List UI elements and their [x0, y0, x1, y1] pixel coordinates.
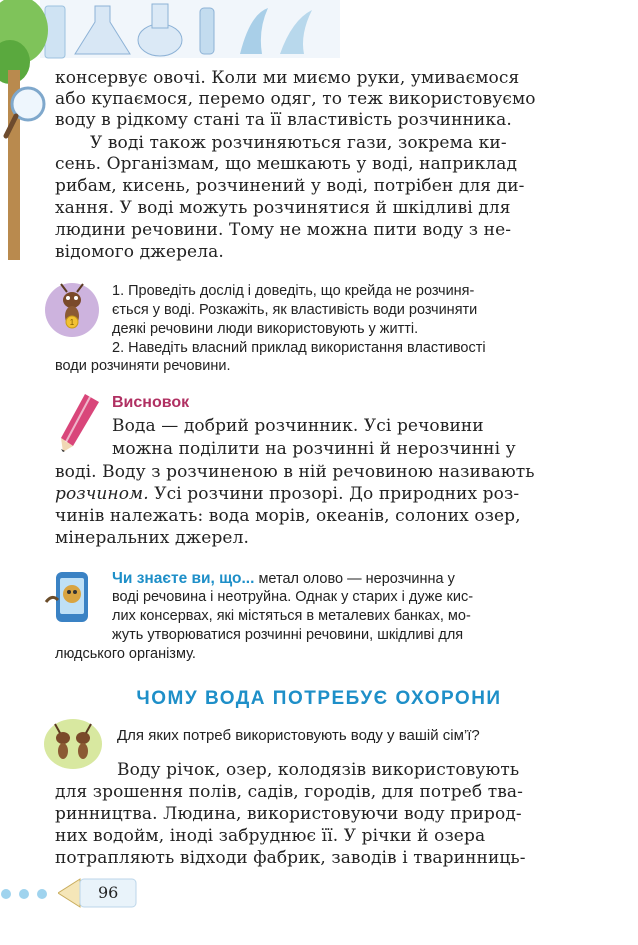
body-text-line: людини речовини. Тому не можна пити воду з не- — [55, 220, 512, 240]
conclusion-text-line: мінеральних джерел. — [55, 528, 249, 548]
body-text-line: рибам, кисень, розчинений у воді, потрібен для ди- — [55, 176, 525, 196]
fact-text-continued: метал олово — нерозчинна у — [254, 571, 455, 587]
conclusion-heading: Висновок — [112, 394, 190, 411]
fact-text-line: лих консервах, які містяться в металевих банках, мо- — [112, 608, 471, 624]
task-text-line: 1. Проведіть дослід і доведіть, що крейда не розчиня- — [112, 283, 475, 299]
body-text-line: ринництва. Людина, використовуючи воду природ- — [55, 804, 522, 824]
body-text-line: хання. У воді можуть розчинятися й шкідливі для — [55, 198, 511, 218]
pencil-icon — [55, 392, 103, 454]
fact-text-line: людського організму. — [55, 646, 196, 662]
body-text-line: Воду річок, озер, колодязів використовують — [117, 760, 520, 780]
body-text-line: або купаємося, перемо одяг, то теж використовуємо — [55, 89, 536, 109]
task-text-line: ється у воді. Розкажіть, як властивість води розчиняти — [112, 302, 478, 318]
ant-medal-icon — [43, 282, 101, 338]
page-dots-decoration — [0, 886, 60, 902]
page-number: 96 — [98, 883, 119, 902]
body-text-line: сень. Організмам, що мешкають у воді, наприклад — [55, 154, 518, 174]
snail-phone-icon — [42, 568, 100, 626]
section-title: ЧОМУ ВОДА ПОТРЕБУЄ ОХОРОНИ — [136, 688, 502, 709]
task-text-line: деякі речовини люди використовують у житті. — [112, 321, 419, 337]
question-text: Для яких потреб використовують воду у вашій сім’ї? — [117, 727, 480, 744]
body-text-line: консервує овочі. Коли ми миємо руки, умиваємося — [55, 68, 520, 88]
fact-text-line — [112, 569, 455, 589]
ants-discussion-icon — [43, 718, 103, 770]
body-text-line: У воді також розчиняються гази, зокрема ки- — [90, 133, 507, 153]
task-text-line: води розчиняти речовини. — [55, 358, 231, 374]
conclusion-text-line: чинів належать: вода морів, океанів, солоних озер, — [55, 506, 521, 526]
lab-glassware-illustration — [0, 0, 340, 66]
magnifier-icon — [2, 82, 52, 142]
svg-text:1: 1 — [69, 318, 75, 327]
body-text-line: них водойм, іноді забруднює її. У річки й озера — [55, 826, 486, 846]
body-text-line: відомого джерела. — [55, 242, 224, 262]
conclusion-text-line: можна поділити на розчинні й нерозчинні у — [112, 439, 516, 459]
body-text-line: потрапляють відходи фабрик, заводів і тваринниць- — [55, 848, 526, 868]
conclusion-text-continued: Усі розчини прозорі. До природних роз- — [148, 484, 520, 504]
conclusion-text-line — [55, 484, 519, 505]
fact-text-line: воді речовина і неотруйна. Однак у старих і дуже кис- — [112, 589, 474, 605]
task-text-line: 2. Наведіть власний приклад використання властивості — [112, 340, 486, 356]
conclusion-text-line: Вода — добрий розчинник. Усі речовини — [112, 416, 484, 436]
conclusion-text-line: воді. Воду з розчиненою в ній речовиною називають — [55, 462, 535, 482]
term-emphasis: розчином. — [55, 484, 149, 504]
body-text-line: для зрошення полів, садів, городів, для потреб тва- — [55, 782, 524, 802]
fact-text-line: жуть утворюватися розчинні речовини, шкідливі для — [112, 627, 464, 643]
body-text-line: воду в рідкому стані та її властивість розчинника. — [55, 110, 512, 130]
fact-heading: Чи знаєте ви, що... — [112, 570, 255, 587]
